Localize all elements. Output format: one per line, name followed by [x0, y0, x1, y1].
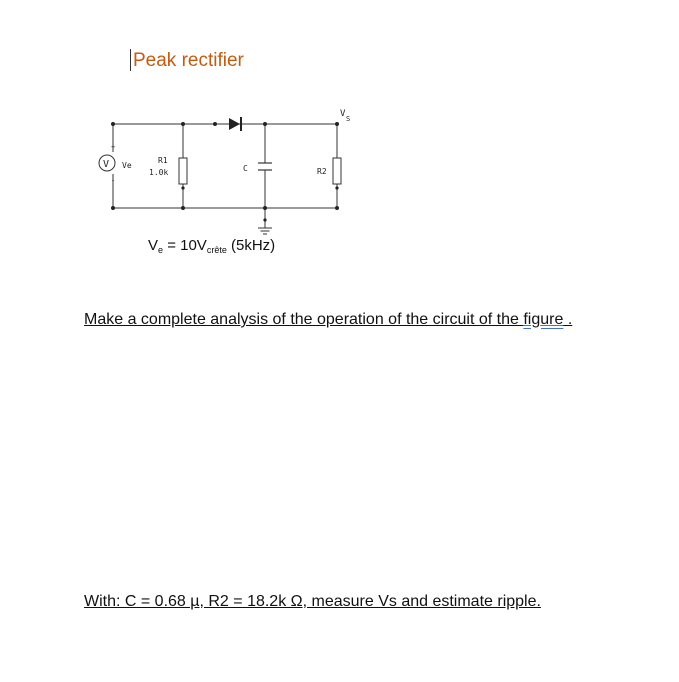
source-symbol: V — [103, 159, 110, 170]
r1-value: 1.0k — [149, 168, 169, 177]
capacitor-icon — [258, 163, 272, 170]
r1-name: R1 — [158, 156, 168, 165]
question-after: . — [563, 311, 573, 328]
r2-name: R2 — [317, 167, 327, 176]
r2-resistor-icon — [333, 158, 341, 184]
given-values-text: With: C = 0.68 µ, R2 = 18.2k Ω, measure Vs and estimate ripple. — [84, 593, 541, 610]
circuit-diagram — [95, 100, 365, 260]
input-spec-caption — [148, 237, 275, 255]
output-label-sub: S — [346, 115, 351, 123]
caption-equals: = 10V — [163, 237, 207, 254]
capacitor-label: C — [243, 164, 248, 173]
caption-sub-e: e — [158, 245, 164, 255]
ground-icon — [258, 228, 272, 234]
source-plus: + — [111, 143, 116, 151]
text-cursor — [130, 49, 131, 71]
output-label-main: V — [340, 109, 346, 119]
caption-freq: (5kHz) — [226, 237, 276, 254]
question-before: Make a complete analysis of the operation of the circuit of the — [84, 311, 524, 328]
diode-icon — [229, 117, 241, 131]
junction-dots — [111, 122, 339, 222]
source-label: Ve — [122, 161, 132, 170]
source-minus: - — [111, 177, 116, 185]
question-text — [84, 311, 572, 329]
document-title: Peak rectifier — [133, 50, 244, 71]
caption-v: V — [148, 237, 159, 254]
caption-sub-crete: crête — [206, 245, 227, 255]
question-figure-word: figure — [523, 311, 564, 328]
r1-resistor-icon — [179, 158, 187, 184]
